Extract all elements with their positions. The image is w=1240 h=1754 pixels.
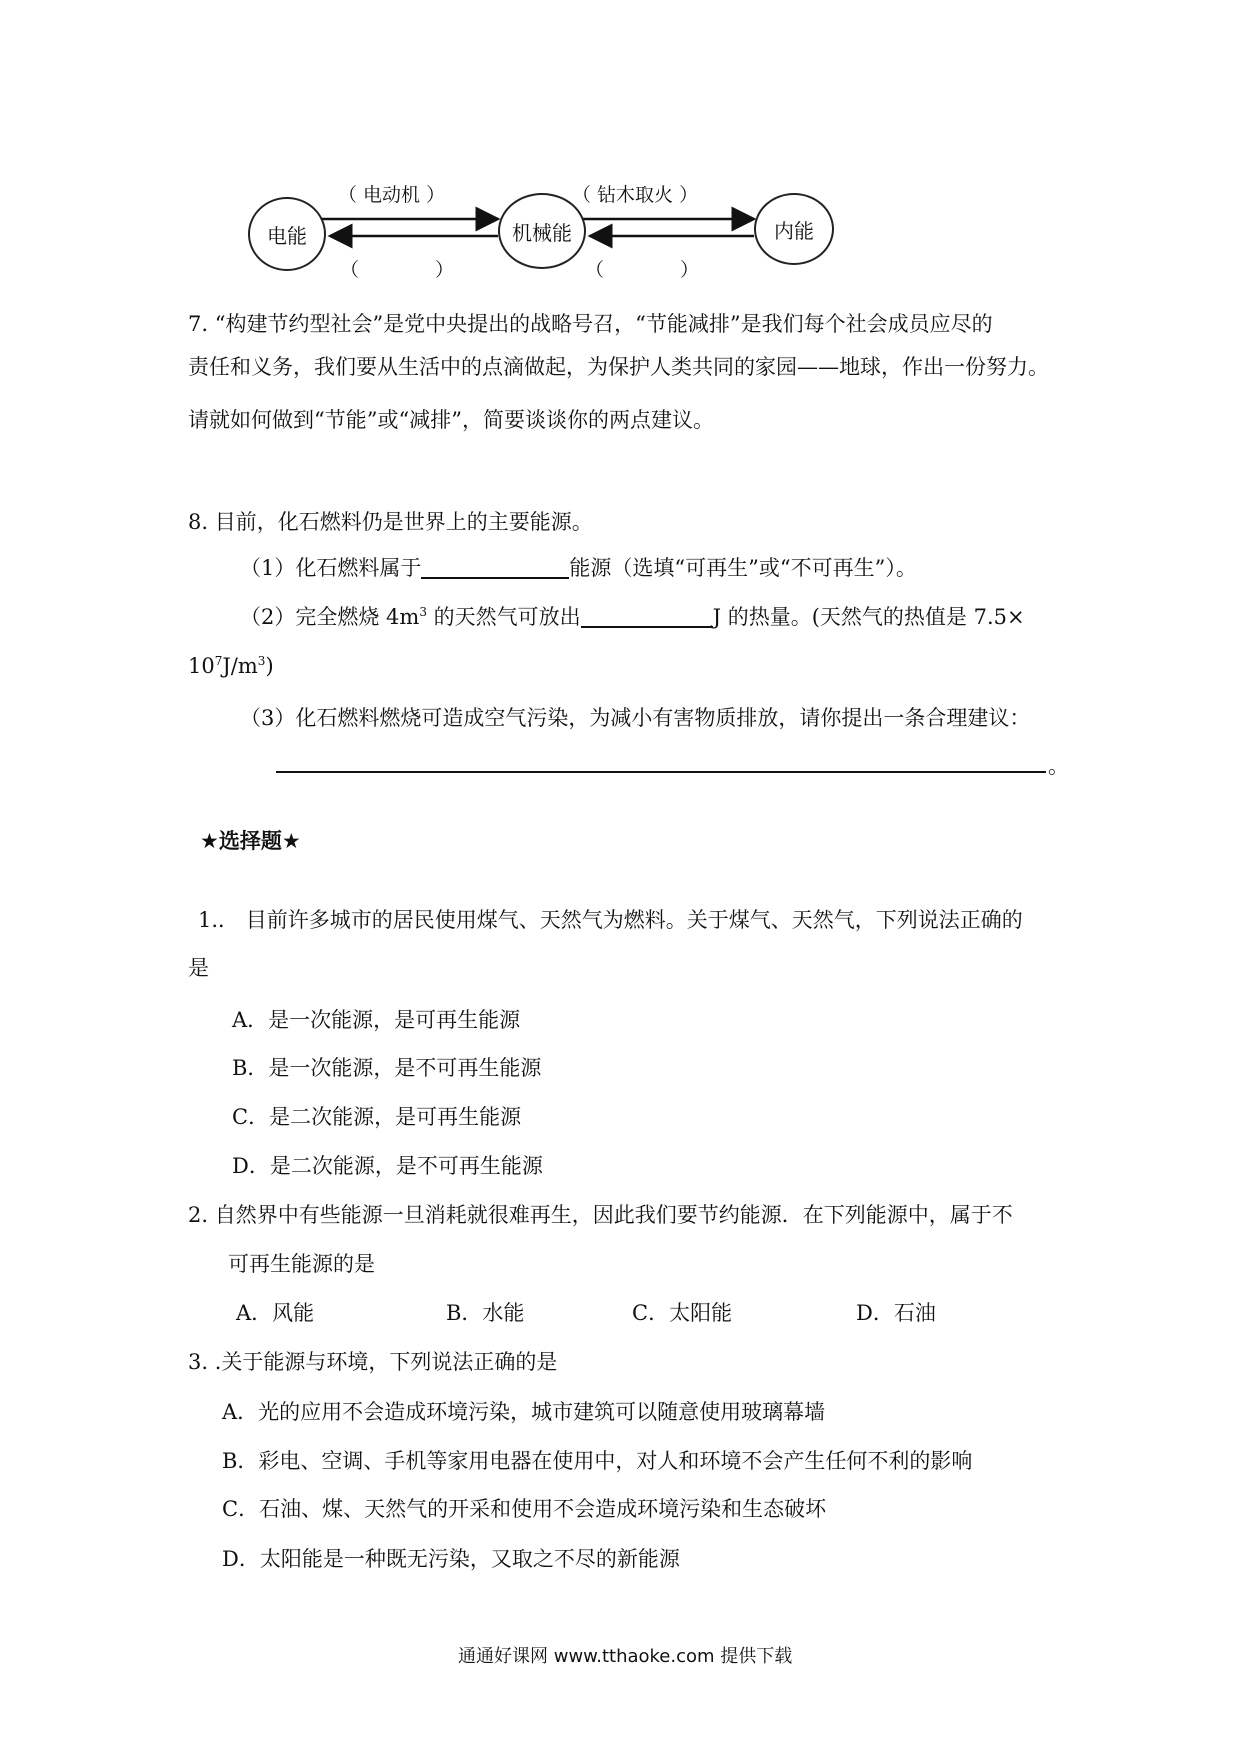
q8-part1-text-after: 能源（选填“可再生”或“不可再生”）。: [569, 556, 917, 580]
q8-part2-line2: [188, 652, 274, 680]
q8-part3-blank[interactable]: [276, 771, 1046, 773]
q8-part1: [240, 554, 917, 582]
mc-q2-line1: 2. 自然界中有些能源一旦消耗就很难再生，因此我们要节约能源．在下列能源中，属于不: [188, 1203, 1013, 1227]
page-footer: 通通好课网 www.tthaoke.com 提供下载: [458, 1646, 793, 1667]
q8-part2-unit: J/m: [222, 654, 258, 678]
mc-q1-line1: 1.． 目前许多城市的居民使用煤气、天然气为燃料。关于煤气、天然气，下列说法正确的: [198, 908, 1023, 932]
node-electric-energy: 电能: [248, 197, 326, 271]
label-drill-fire: （ 钻木取火 ）: [572, 184, 699, 206]
mc-q3-option-a[interactable]: A．光的应用不会造成环境污染，城市建筑可以随意使用玻璃幕墙: [222, 1400, 826, 1424]
q8-part2-end: ): [265, 654, 274, 678]
q8-part1-blank[interactable]: [421, 555, 569, 579]
q8-part2-blank[interactable]: [581, 604, 713, 628]
mc-q1-option-a[interactable]: A．是一次能源，是可再生能源: [232, 1008, 521, 1032]
label-blank-right: （ ）: [585, 259, 700, 281]
section-title: ★选择题★: [200, 829, 301, 853]
q7-line1: 7. “构建节约型社会”是党中央提出的战略号召，“节能减排”是我们每个社会成员应尽的: [188, 312, 993, 336]
mc-q2-option-d[interactable]: D．石油: [856, 1301, 936, 1325]
mc-q1-option-b[interactable]: B．是一次能源，是不可再生能源: [232, 1056, 542, 1080]
q7-line2: 责任和义务，我们要从生活中的点滴做起，为保护人类共同的家园——地球，作出一份努力。: [188, 355, 1049, 379]
node-mechanical-energy: 机械能: [498, 193, 586, 269]
label-motor: （ 电动机 ）: [338, 184, 446, 206]
mc-q3-option-d[interactable]: D．太阳能是一种既无污染，又取之不尽的新能源: [222, 1547, 680, 1571]
mc-q1-line2: 是: [188, 956, 209, 980]
q8-part2-sup: 3: [419, 605, 427, 619]
mc-q2-option-a[interactable]: A．风能: [236, 1301, 315, 1325]
mc-q3-option-b[interactable]: B．彩电、空调、手机等家用电器在使用中，对人和环境不会产生任何不利的影响: [222, 1449, 973, 1473]
q8-part1-text: （1）化石燃料属于: [240, 556, 422, 580]
mc-q1-option-c[interactable]: C．是二次能源，是可再生能源: [232, 1105, 522, 1129]
mc-q1-option-d[interactable]: D．是二次能源，是不可再生能源: [232, 1154, 543, 1178]
q8-part2-mid: 的天然气可放出: [426, 605, 581, 629]
q8-part2-unit-sup: 3: [257, 654, 266, 668]
mc-q3-line1: 3. .关于能源与环境，下列说法正确的是: [188, 1350, 558, 1374]
mc-q3-option-c[interactable]: C．石油、煤、天然气的开采和使用不会造成环境污染和生态破坏: [222, 1497, 827, 1521]
q8-intro: 8. 目前，化石燃料仍是世界上的主要能源。: [188, 510, 593, 534]
q8-part2-exp: 7: [214, 654, 223, 668]
q8-part3: （3）化石燃料燃烧可造成空气污染，为减小有害物质排放，请你提出一条合理建议：: [240, 706, 1031, 730]
node-internal-energy: 内能: [754, 193, 834, 265]
q8-part2: [240, 603, 1025, 631]
mc-q2-line2: 可再生能源的是: [228, 1252, 375, 1276]
q8-part2-text: （2）完全燃烧 4m: [240, 605, 420, 629]
label-blank-left: （ ）: [340, 259, 455, 281]
q7-line3: 请就如何做到“节能”或“减排”，简要谈谈你的两点建议。: [188, 408, 714, 432]
q8-part2-after: J 的热量。(天然气的热值是 7.5×: [712, 605, 1025, 629]
mc-q2-option-c[interactable]: C．太阳能: [632, 1301, 733, 1325]
q8-part2-base: 10: [188, 654, 215, 678]
q8-part3-end: 。: [1048, 754, 1069, 778]
mc-q2-option-b[interactable]: B．水能: [446, 1301, 525, 1325]
